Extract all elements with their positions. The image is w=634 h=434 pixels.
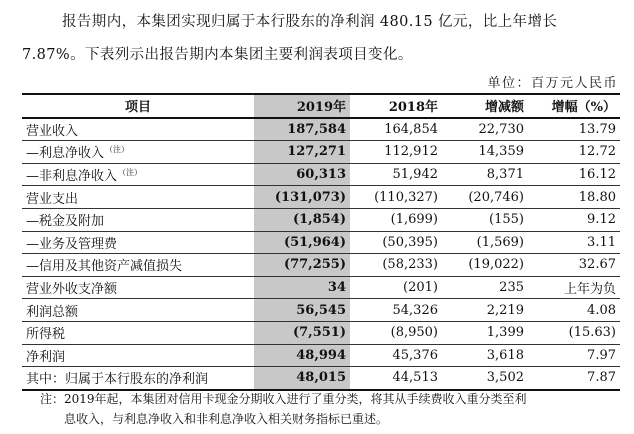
row-label <box>22 208 254 231</box>
value-2018 <box>350 299 442 322</box>
value-2018 <box>350 367 442 390</box>
value-2018-text: 112,912 <box>384 144 438 160</box>
change-pct <box>528 186 620 209</box>
value-2019-text: 60,313 <box>296 167 346 183</box>
table-row <box>22 367 620 390</box>
value-2019 <box>254 367 350 390</box>
change-pct <box>528 208 620 231</box>
header-2019: 2019年 <box>254 94 350 118</box>
value-2018 <box>350 118 442 141</box>
value-2018 <box>350 344 442 367</box>
change-pct <box>528 299 620 322</box>
value-2019-text: 187,584 <box>287 121 346 137</box>
value-2018 <box>350 186 442 209</box>
row-label <box>22 321 254 344</box>
change-pct-text: 12.72 <box>578 144 616 160</box>
row-label-text: —非利息净收入 <box>26 169 118 185</box>
change-pct-text: 上年为负 <box>563 282 616 298</box>
change-pct-text: 4.08 <box>587 302 616 318</box>
change-amount-text: 3,502 <box>486 370 524 386</box>
change-pct-text: 32.67 <box>578 257 616 273</box>
value-2019 <box>254 186 350 209</box>
value-2019 <box>254 118 350 141</box>
change-amount <box>442 118 528 141</box>
income-statement-table <box>22 93 620 391</box>
header-2018: 2018年 <box>350 94 442 118</box>
change-pct-text: 7.97 <box>587 347 616 363</box>
change-amount <box>442 344 528 367</box>
change-amount <box>442 299 528 322</box>
table-row <box>22 208 620 231</box>
change-amount <box>442 163 528 186</box>
change-pct <box>528 141 620 164</box>
change-amount-text: 22,730 <box>478 121 524 137</box>
row-label-text: —业务及管理费 <box>26 236 118 252</box>
row-label <box>22 367 254 390</box>
table-row <box>22 118 620 141</box>
change-amount-text: 3,618 <box>486 347 524 363</box>
intro-line-2: 7.87%。下表列示出报告期内本集团主要利润表项目变化。 <box>22 47 413 63</box>
footnote-line-1: 注：2019年起，本集团对信用卡现金分期收入进行了重分类，将其从手续费收入重分类至利 <box>40 392 527 406</box>
change-amount-text: 1,399 <box>486 325 524 341</box>
table-row <box>22 186 620 209</box>
change-amount <box>442 276 528 299</box>
value-2019 <box>254 299 350 322</box>
row-label <box>22 344 254 367</box>
table-row <box>22 231 620 254</box>
change-amount-text: (19,022) <box>468 257 524 273</box>
row-label-text: 净利润 <box>26 349 66 365</box>
change-pct-text: 18.80 <box>578 189 616 205</box>
change-pct-text: 7.87 <box>587 370 616 386</box>
row-label-text: 所得税 <box>26 327 66 343</box>
change-amount <box>442 321 528 344</box>
value-2018-text: (50,395) <box>382 234 438 250</box>
table-row <box>22 321 620 344</box>
row-label-text: 营业外收支净额 <box>26 282 118 298</box>
change-amount <box>442 141 528 164</box>
change-pct-text: 3.11 <box>587 234 616 250</box>
change-pct <box>528 254 620 277</box>
change-pct <box>528 344 620 367</box>
change-pct <box>528 231 620 254</box>
table-row <box>22 141 620 164</box>
value-2019-text: (77,255) <box>283 257 346 273</box>
footnote-marker: （注） <box>118 167 143 177</box>
intro-text-1: 报告期内，本集团实现归属于本行股东的净利润 480.15 亿元，比上年增长 <box>62 14 558 30</box>
change-pct <box>528 367 620 390</box>
value-2019 <box>254 321 350 344</box>
value-2018-text: 164,854 <box>384 121 438 137</box>
table-row <box>22 276 620 299</box>
value-2019 <box>254 208 350 231</box>
value-2019 <box>254 141 350 164</box>
value-2018 <box>350 231 442 254</box>
value-2019 <box>254 254 350 277</box>
footnote <box>40 389 620 429</box>
row-label <box>22 276 254 299</box>
row-label <box>22 118 254 141</box>
change-pct <box>528 118 620 141</box>
change-amount <box>442 186 528 209</box>
header-change: 增减额 <box>442 94 528 118</box>
value-2019-text: (51,964) <box>283 234 346 250</box>
change-amount <box>442 367 528 390</box>
footnote-marker: （注） <box>105 145 130 155</box>
value-2018 <box>350 254 442 277</box>
change-amount <box>442 254 528 277</box>
value-2019-text: 127,271 <box>287 144 346 160</box>
value-2019 <box>254 276 350 299</box>
change-amount-text: 2,219 <box>486 302 524 318</box>
value-2019-text: 56,545 <box>296 302 346 318</box>
row-label <box>22 231 254 254</box>
table-row <box>22 163 620 186</box>
row-label <box>22 163 254 186</box>
intro-line-1 <box>22 6 618 39</box>
value-2018 <box>350 276 442 299</box>
change-pct-text: 9.12 <box>587 212 616 228</box>
value-2018 <box>350 321 442 344</box>
value-2018-text: (201) <box>403 280 438 296</box>
value-2018-text: 44,513 <box>392 370 438 386</box>
value-2019-text: (7,551) <box>292 325 346 341</box>
row-label <box>22 254 254 277</box>
header-pct: 增幅（%） <box>528 94 620 118</box>
change-amount-text: 8,371 <box>486 167 524 183</box>
value-2019-text: 48,015 <box>296 370 346 386</box>
table-row <box>22 299 620 322</box>
value-2019 <box>254 344 350 367</box>
change-pct <box>528 163 620 186</box>
header-item: 项目 <box>22 94 254 118</box>
value-2018-text: (1,699) <box>390 212 438 228</box>
table-row <box>22 344 620 367</box>
table-row <box>22 254 620 277</box>
change-pct-text: 13.79 <box>578 121 616 137</box>
footnote-line-2: 息收入，与利息净收入和非利息净收入相关财务指标已重述。 <box>64 412 389 426</box>
value-2018 <box>350 141 442 164</box>
row-label-text: —信用及其他资产减值损失 <box>26 259 183 275</box>
change-pct <box>528 276 620 299</box>
intro-paragraph <box>22 6 618 72</box>
change-amount-text: (155) <box>489 212 524 228</box>
unit-label: 单位：百万元人民币 <box>487 76 618 91</box>
value-2018-text: (110,327) <box>374 189 438 205</box>
change-amount-text: 235 <box>499 280 524 296</box>
value-2018-text: (8,950) <box>390 325 438 341</box>
row-label-text: 营业收入 <box>26 123 79 139</box>
value-2018 <box>350 208 442 231</box>
row-label-text: 利润总额 <box>26 304 79 320</box>
value-2019-text: (131,073) <box>274 189 346 205</box>
value-2018-text: 54,326 <box>392 302 438 318</box>
value-2019 <box>254 231 350 254</box>
row-label-text: 营业支出 <box>26 191 79 207</box>
change-pct-text: (15.63) <box>568 325 616 341</box>
change-amount-text: (1,569) <box>476 234 524 250</box>
change-pct-text: 16.12 <box>578 167 616 183</box>
value-2018 <box>350 163 442 186</box>
row-label <box>22 141 254 164</box>
table-header-row <box>22 94 620 118</box>
value-2019-text: 34 <box>327 280 346 296</box>
change-amount-text: (20,746) <box>468 189 524 205</box>
row-label <box>22 186 254 209</box>
value-2019-text: (1,854) <box>292 212 346 228</box>
change-amount-text: 14,359 <box>478 144 524 160</box>
value-2018-text: (58,233) <box>382 257 438 273</box>
value-2019-text: 48,994 <box>296 347 346 363</box>
change-amount <box>442 231 528 254</box>
row-label <box>22 299 254 322</box>
table-body <box>22 118 620 390</box>
change-pct <box>528 321 620 344</box>
row-label-text: —税金及附加 <box>26 214 105 230</box>
row-label-text: —利息净收入 <box>26 146 105 162</box>
value-2018-text: 45,376 <box>392 347 438 363</box>
value-2018-text: 51,942 <box>392 167 438 183</box>
row-label-text: 其中：归属于本行股东的净利润 <box>26 372 209 388</box>
value-2019 <box>254 163 350 186</box>
change-amount <box>442 208 528 231</box>
